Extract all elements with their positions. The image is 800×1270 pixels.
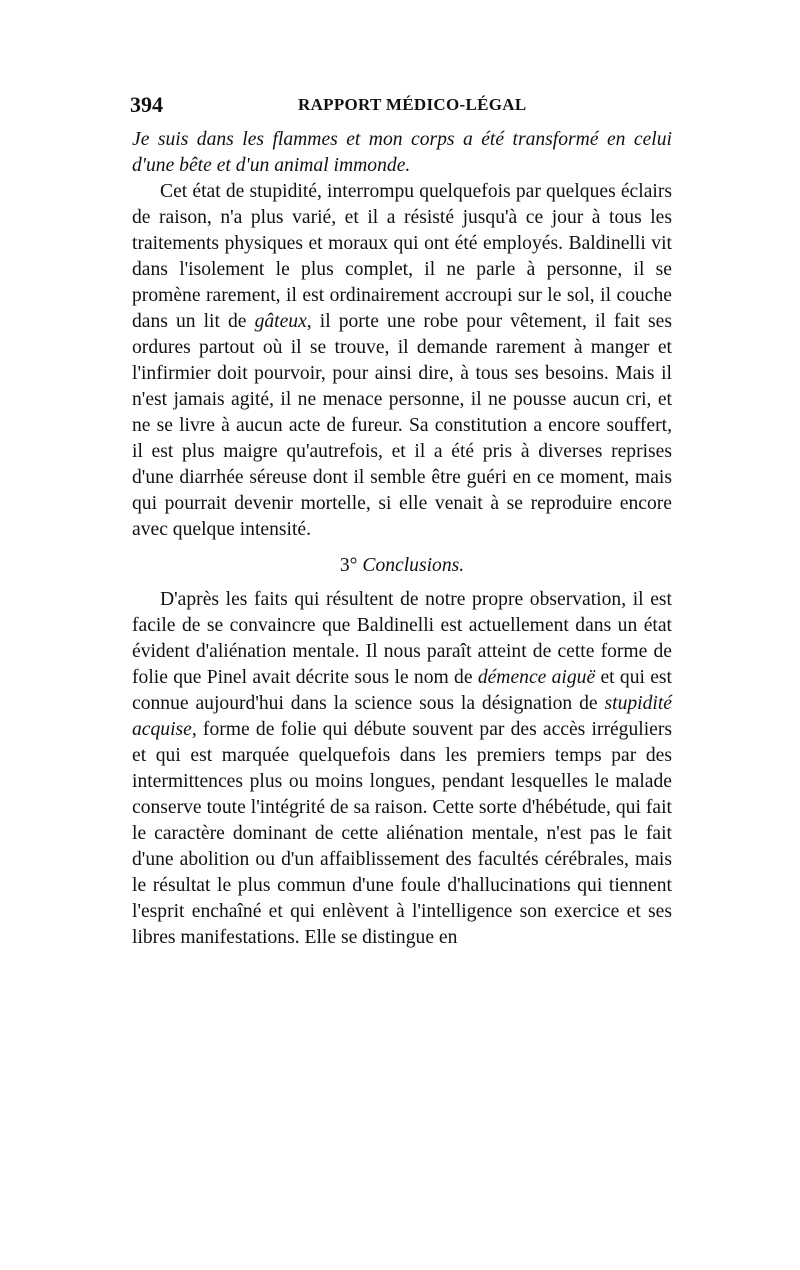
page-number: 394 — [130, 92, 163, 117]
section-title: Conclusions. — [362, 555, 465, 576]
body-text — [132, 127, 672, 951]
page-header — [130, 92, 670, 120]
text-run: D'après les faits qui résultent de notre propre observation, il est facile de se convaincre que Baldinelli est actuellement dans un état évident d'aliénation mentale. Il nous paraît atteint de cette forme de folie que Pinel avait décrite sous le nom de — [132, 589, 672, 688]
running-head: RAPPORT MÉDICO-LÉGAL — [298, 95, 527, 114]
conclusions-paragraph — [132, 587, 672, 951]
italic-term: stupidité acquise — [132, 693, 672, 740]
italic-term: démence aiguë — [477, 667, 596, 688]
text-run: , il porte une robe pour vêtement, il fait ses ordures partout où il se trouve, il demande rarement à manger et l'infirmier doit pourvoir, pour ainsi dire, à tous ses besoins. Mais il n'est jamais agité, il ne menace personne, il ne pousse aucun cri, et ne se livre à aucun acte de fureur. Sa constitution a encore souffert, il est plus maigre qu'autrefois, et il a été pris à diverses reprises d'une diarrhée séreuse dont il semble être guéri en ce moment, mais qui pourrait devenir mortelle, si elle venait à se reproduire encore avec quelque intensité. — [132, 311, 672, 540]
section-number: 3° — [339, 555, 358, 576]
section-heading — [132, 553, 672, 579]
italic-term: gâteux — [254, 311, 307, 332]
text-run: et qui est connue aujourd'hui dans la science sous la désignation de — [132, 667, 672, 714]
text-run: , forme de folie qui débute souvent par des accès irréguliers et qui est marquée quelquefois dans les premiers temps par des intermittences plus ou moins longues, pendant lesquelles le malade conserve toute l'intégrité de sa raison. Cette sorte d'hébétude, qui fait le caractère dominant de cette aliénation mentale, n'est pas le fait d'une abolition ou d'un affaiblissement des facultés cérébrales, mais le résultat le plus commun d'une foule d'hallucinations qui tiennent l'esprit enchaîné et qui enlèvent à l'intelligence son exercice et ses libres manifestations. Elle se distingue en — [132, 719, 672, 948]
text-run: Cet état de stupidité, interrompu quelquefois par quelques éclairs de raison, n'a plus varié, et il a résisté jusqu'à ce jour à tous les traitements physiques et moraux qui ont été employés. Baldinelli vit dans l'isolement le plus complet, il ne parle à personne, il se promène rarement, il est ordinairement accroupi sur le sol, il couche dans un lit de — [132, 181, 672, 332]
observation-paragraph — [132, 179, 672, 543]
quote-paragraph: Je suis dans les flammes et mon corps a été transformé en celui d'une bête et d'un animal immonde. — [132, 129, 672, 176]
